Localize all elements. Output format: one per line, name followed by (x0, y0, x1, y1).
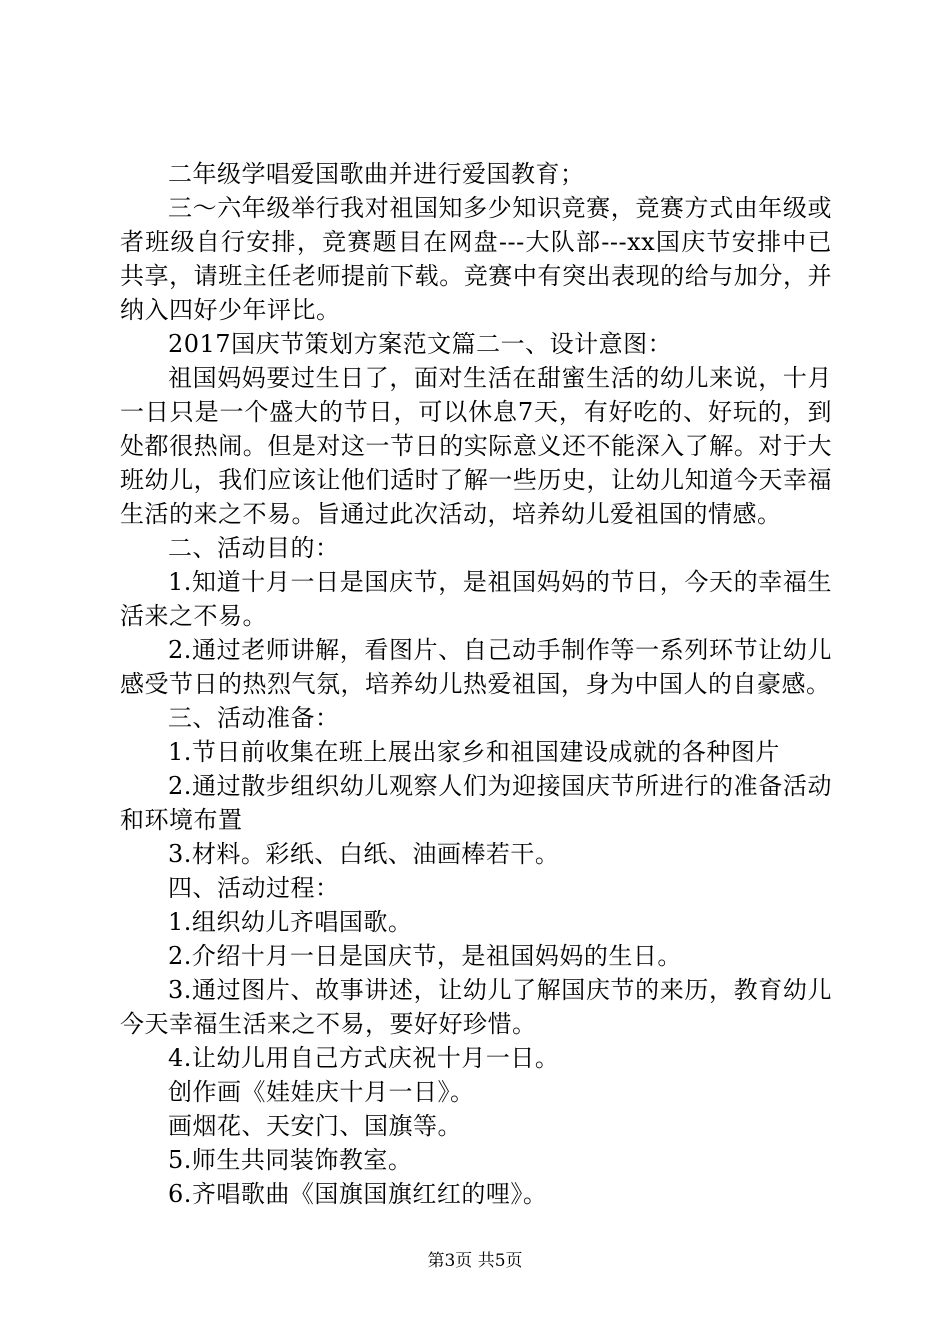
paragraph: 祖国妈妈要过生日了，面对生活在甜蜜生活的幼儿来说，十月一日只是一个盛大的节日，可以休息7天，有好吃的、好玩的，到处都很热闹。但是对这一节日的实际意义还不能深入了解。对于大班幼儿，我们应该让他们适时了解一些历史，让幼儿知道今天幸福生活的来之不易。旨通过此次活动，培养幼儿爱祖国的情感。 (120, 364, 832, 528)
paragraph: 2.通过散步组织幼儿观察人们为迎接国庆节所进行的准备活动和环境布置 (120, 772, 832, 834)
paragraph: 5.师生共同装饰教室。 (168, 1146, 413, 1174)
paragraph: 3.材料。彩纸、白纸、油画棒若干。 (168, 840, 560, 868)
section-heading: 二、活动目的： (168, 534, 340, 562)
paragraph: 三～六年级举行我对祖国知多少知识竞赛，竞赛方式由年级或者班级自行安排，竞赛题目在网盘---大队部---xx国庆节安排中已共享，请班主任老师提前下载。竞赛中有突出表现的给与加分，并纳入四好少年评比。 (120, 194, 832, 324)
paragraph: 4.让幼儿用自己方式庆祝十月一日。 (168, 1044, 560, 1072)
document-body (120, 157, 832, 1211)
paragraph: 2017国庆节策划方案范文篇二一、设计意图： (168, 330, 673, 358)
page-footer: 第3页 共5页 (427, 1251, 523, 1271)
section-heading: 三、活动准备： (168, 704, 340, 732)
paragraph: 1.知道十月一日是国庆节，是祖国妈妈的节日，今天的幸福生活来之不易。 (120, 568, 832, 630)
paragraph: 二年级学唱爱国歌曲并进行爱国教育； (168, 160, 585, 188)
paragraph: 6.齐唱歌曲《国旗国旗红红的哩》。 (168, 1180, 548, 1208)
paragraph: 3.通过图片、故事讲述，让幼儿了解国庆节的来历，教育幼儿今天幸福生活来之不易，要好好珍惜。 (120, 976, 832, 1038)
paragraph: 2.通过老师讲解，看图片、自己动手制作等一系列环节让幼儿感受节日的热烈气氛，培养幼儿热爱祖国，身为中国人的自豪感。 (120, 636, 832, 698)
paragraph: 画烟花、天安门、国旗等。 (168, 1112, 462, 1140)
paragraph: 创作画《娃娃庆十月一日》。 (168, 1078, 475, 1106)
paragraph: 2.介绍十月一日是国庆节，是祖国妈妈的生日。 (168, 942, 682, 970)
paragraph: 1.节日前收集在班上展出家乡和祖国建设成就的各种图片 (168, 738, 780, 766)
section-heading: 四、活动过程： (168, 874, 340, 902)
paragraph: 1.组织幼儿齐唱国歌。 (168, 908, 413, 936)
